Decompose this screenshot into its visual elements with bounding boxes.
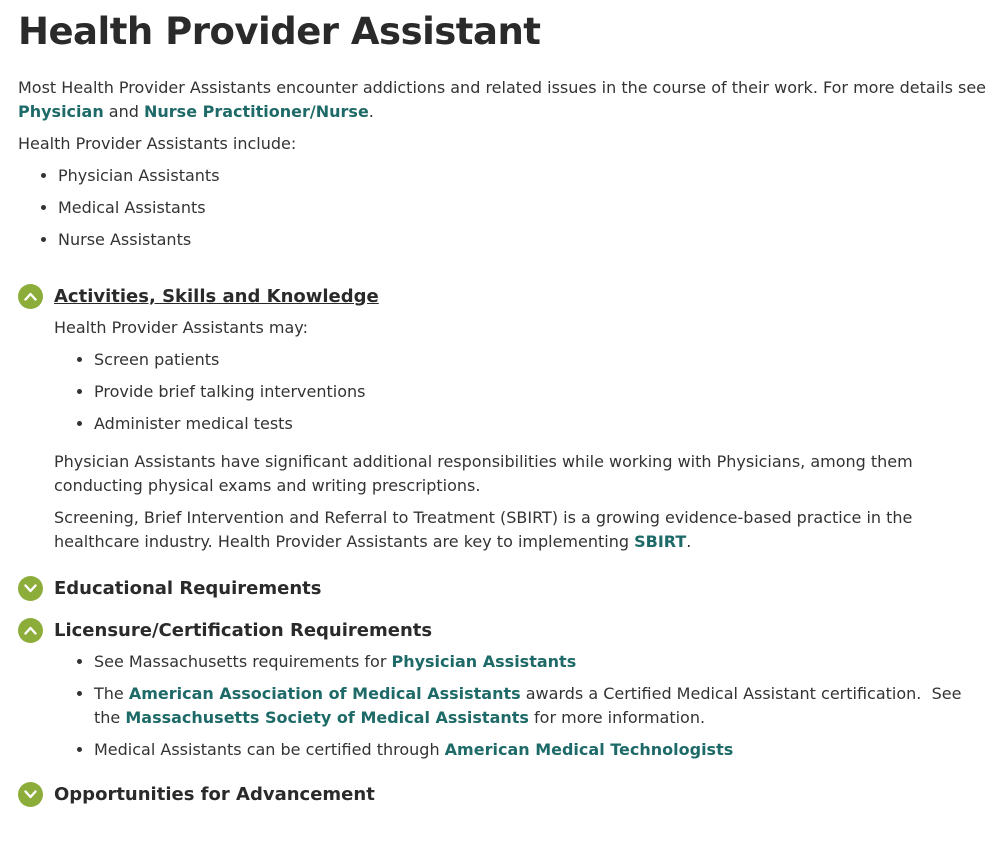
chevron-up-icon[interactable] xyxy=(18,284,43,309)
list-item: • The American Association of Medical Assistants awards a Certified Medical Assistant certification. See the Massachusetts Society of Medical Assistants for more information. xyxy=(94,682,987,730)
chevron-down-icon[interactable] xyxy=(18,782,43,807)
list-item: • Provide brief talking interventions xyxy=(94,380,987,404)
msma-link[interactable]: Massachusetts Society of Medical Assistants xyxy=(125,708,529,727)
amt-link[interactable]: American Medical Technologists xyxy=(444,740,734,759)
list-item: • Medical Assistants xyxy=(58,196,987,220)
list-item: • Screen patients xyxy=(94,348,987,372)
list-item: • Physician Assistants xyxy=(58,164,987,188)
list-item: • Nurse Assistants xyxy=(58,228,987,252)
includes-list xyxy=(18,164,987,252)
section-licensure-body xyxy=(18,650,987,762)
section-licensure xyxy=(18,612,987,762)
section-licensure-header[interactable] xyxy=(18,612,987,648)
section-education-title[interactable]: Educational Requirements xyxy=(54,577,322,599)
list-item: • Administer medical tests xyxy=(94,412,987,436)
physician-assistants-link[interactable]: Physician Assistants xyxy=(391,652,577,671)
includes-label: Health Provider Assistants include: xyxy=(18,134,297,153)
section-education-header[interactable] xyxy=(18,570,987,606)
section-advancement xyxy=(18,776,987,812)
intro-paragraph: Most Health Provider Assistants encounter addictions and related issues in the course of their work. For more details see Physician and Nurse Practitioner/Nurse. xyxy=(18,78,987,121)
list-item: • See Massachusetts requirements for Physician Assistants xyxy=(94,650,987,674)
sbirt-link[interactable]: SBIRT xyxy=(634,532,687,551)
chevron-up-icon[interactable] xyxy=(18,618,43,643)
activities-lead: Health Provider Assistants may: xyxy=(54,318,308,337)
section-advancement-title[interactable]: Opportunities for Advancement xyxy=(54,783,375,805)
section-licensure-title[interactable]: Licensure/Certification Requirements xyxy=(54,619,433,641)
section-activities-header[interactable] xyxy=(18,278,987,314)
activities-list xyxy=(54,348,987,436)
section-activities-body xyxy=(18,316,987,554)
physician-link[interactable]: Physician xyxy=(18,102,104,121)
activities-paragraph-1: Physician Assistants have significant additional responsibilities while working with Physicians, among them conducting physical exams and writing prescriptions. xyxy=(54,452,913,495)
nurse-practitioner-link[interactable]: Nurse Practitioner/Nurse xyxy=(144,102,369,121)
licensure-list xyxy=(54,650,987,762)
page-title: Health Provider Assistant xyxy=(18,10,541,53)
chevron-down-icon[interactable] xyxy=(18,576,43,601)
section-advancement-header[interactable] xyxy=(18,776,987,812)
aama-link[interactable]: American Association of Medical Assistants xyxy=(128,684,521,703)
section-activities xyxy=(18,278,987,554)
list-item: • Medical Assistants can be certified through American Medical Technologists xyxy=(94,738,987,762)
activities-paragraph-2: Screening, Brief Intervention and Referral to Treatment (SBIRT) is a growing evidence-based practice in the healthcare industry. Health Provider Assistants are key to implementing SBIRT. xyxy=(54,508,913,551)
section-education xyxy=(18,570,987,606)
section-activities-title[interactable]: Activities, Skills and Knowledge xyxy=(54,285,379,307)
